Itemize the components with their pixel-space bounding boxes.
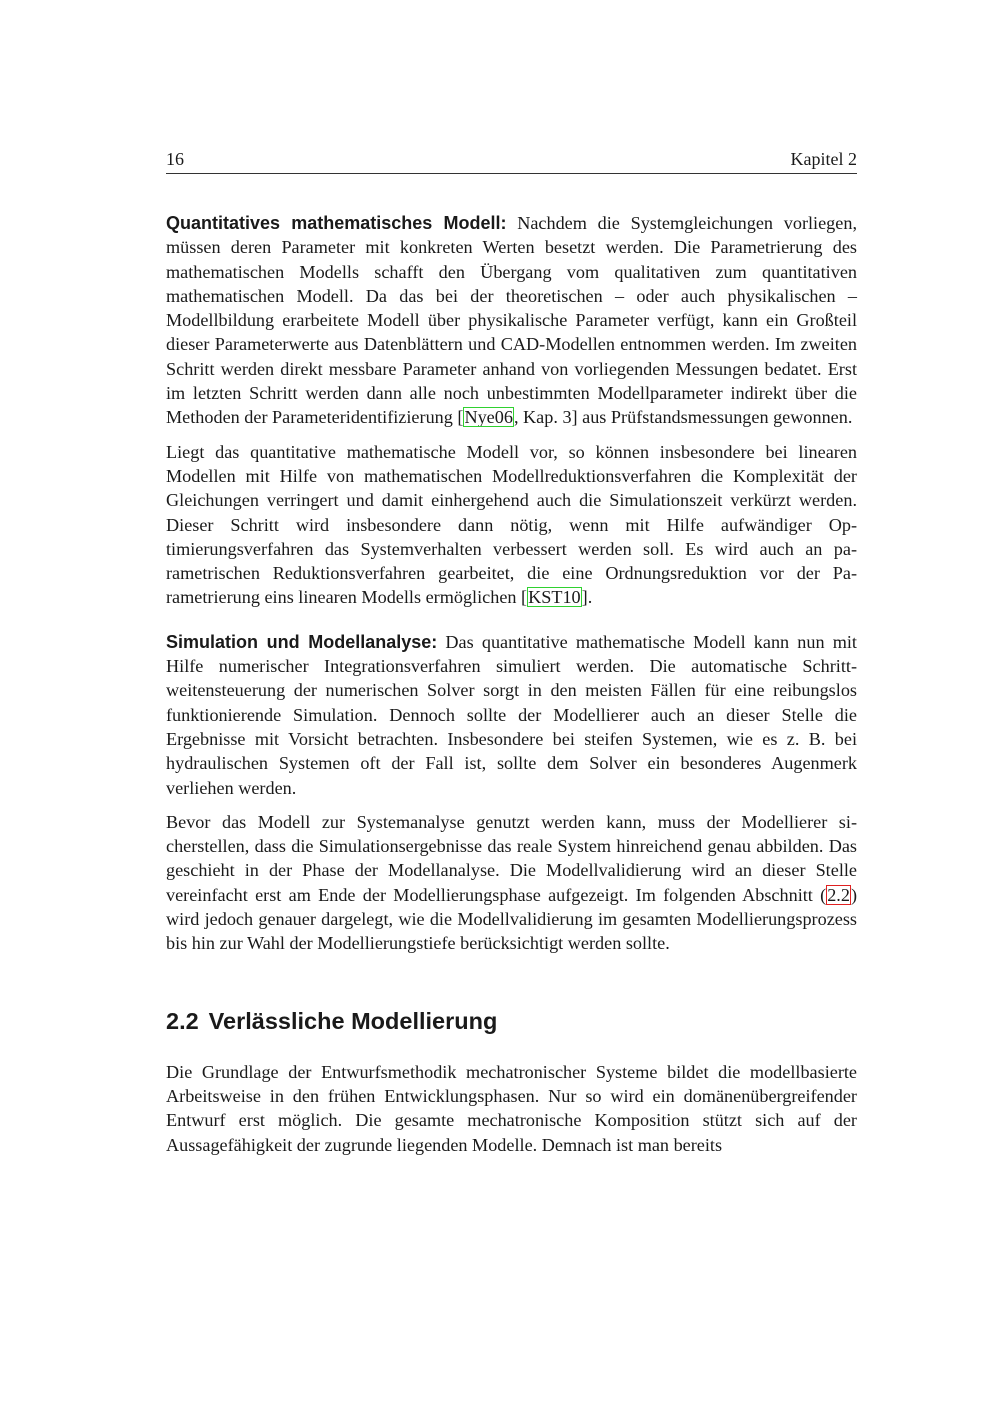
paragraph-model-analysis [166, 810, 857, 956]
running-head [166, 148, 857, 174]
paragraph-simulation [166, 630, 857, 800]
paragraph-text: , Kap. 3] aus Prüfstandsmessungen gewonnen. [513, 407, 853, 428]
paragraph-quantitative-model [166, 211, 857, 430]
section-ref-link-2-2[interactable]: 2.2 [827, 884, 850, 905]
paragraph-text: Das quantitative mathematische Modell kann nun mit Hilfe numerischer Integrationsverfahren simuliert werden. Die automatische Schrittweitensteuerung der numerischen Solver sorgt in den meisten Fällen für eine reibungslos funktionierende Simulation. Dennoch sollte der Modellierer auch an dieser Stelle die Ergebnisse mit Vorsicht betrachten. Insbesondere bei steifen Systemen, wie es z. B. bei hydraulischen Systemen oft der Fall ist, sollte dem Solver ein besonderes Augenmerk verliehen werden. [166, 631, 857, 798]
paragraph-text: ]. [581, 587, 593, 608]
paragraph-heading-simulation: Simulation und Modellanalyse: [166, 631, 438, 652]
chapter-label: Kapitel 2 [790, 149, 857, 169]
section-heading [166, 1006, 857, 1036]
paragraph-text: Nachdem die Systemgleichungen vorliegen, müssen deren Parameter mit konkreten Werten besetzt werden. Die Parametrierung des mathematischen Modells schafft den Übergang vom qualitativen zum quantitativen mathematischen Modell. Da das bei der theoretischen – oder auch physikalischen – Modellbildung erarbeitete Modell über physikalische Parameter verfügt, kann ein Großteil dieser Parameterwerte aus Datenblättern und CAD-Modellen entnommen werden. Im zweiten Schritt werden direkt messbare Parameter anhand von vorliegenden Messungen bedatet. Erst im letzten Schritt werden dann alle noch unbestimmten Modellparameter indirekt über die Methoden der Parameteridentifizierung [ [166, 213, 857, 428]
section-title: Verlässliche Modellierung [208, 1007, 498, 1034]
citation-link-nye06[interactable]: Nye06 [464, 407, 513, 428]
citation-link-kst10[interactable]: KST10 [528, 587, 581, 608]
paragraph-heading-quantitative-model: Quantitatives mathematisches Modell: [166, 213, 507, 233]
body-content [166, 211, 857, 1157]
page-number: 16 [166, 149, 184, 169]
paragraph-text: Liegt das quantitative mathematische Modell vor, so können insbesondere bei linearen Modellen mit Hilfe von mathematischen Modellreduktionsverfahren die Komplexität der Gleichungen verringert und damit einhergehend auch die Simulationszeit verkürzt werden. Dieser Schritt wird insbesondere dann nötig, wenn mit Hilfe aufwändiger Optimierungsverfahren das Systemverhalten verbessert werden soll. Es wird auch an parametrischen Reduktionsverfahren gearbeitet, die eine Ordnungsreduktion vor der Parametrierung eins linearen Modells ermöglichen [ [166, 441, 857, 608]
document-page [166, 148, 857, 1167]
section-number: 2.2 [166, 1007, 199, 1034]
paragraph-text: Die Grundlage der Entwurfsmethodik mechatronischer Systeme bildet die modellbasierte Arbeitsweise in den frühen Entwicklungsphasen. Nur so wird ein domänenübergreifender Entwurf erst möglich. Die gesamte mechatronische Komposition stützt sich auf der Aussagefähigkeit der zugrunde liegenden Modelle. Demnach ist man bereits [166, 1061, 857, 1155]
paragraph-text: ) wird jedoch genauer dargelegt, wie die Modellvalidierung im gesamten Modellierungsprozess bis hin zur Wahl der Modellierungstiefe berücksichtigt werden sollte. [166, 884, 857, 954]
paragraph-text: Bevor das Modell zur Systemanalyse genutzt werden kann, muss der Modellierer sicherstellen, dass die Simulationsergebnisse das reale System hinreichend genau abbilden. Das geschieht in der Phase der Modellanalyse. Die Modellvalidierung wird an dieser Stelle vereinfacht erst am Ende der Modellierungsphase aufgezeigt. Im folgenden Abschnitt ( [166, 811, 857, 905]
paragraph-section-intro [166, 1060, 857, 1157]
paragraph-model-reduction [166, 440, 857, 610]
